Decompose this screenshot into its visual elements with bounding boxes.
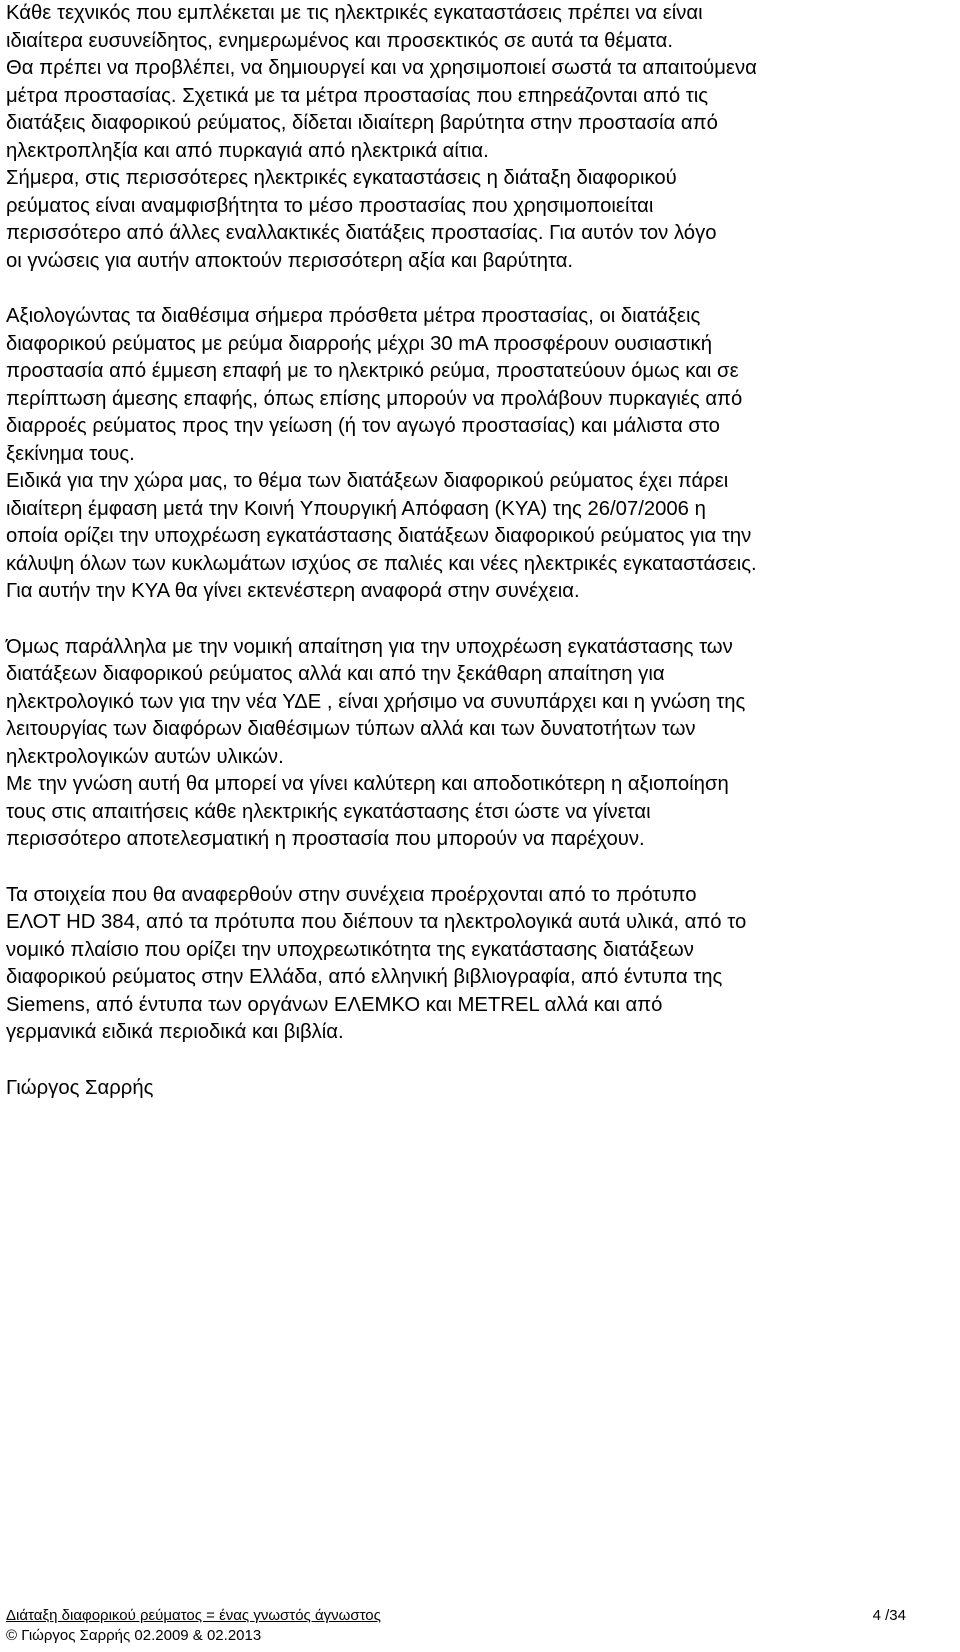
paragraph-intro <box>6 0 952 275</box>
text-line: Όμως παράλληλα με την νομική απαίτηση για την υποχρέωση εγκατάστασης των <box>6 635 733 658</box>
text-line: Κάθε τεχνικός που εμπλέκεται με τις ηλεκτρικές εγκαταστάσεις πρέπει να είναι <box>6 2 703 24</box>
text-line: Για αυτήν την ΚΥΑ θα γίνει εκτενέστερη αναφορά στην συνέχεια. <box>6 580 580 602</box>
text-line: διαφορικού ρεύματος στην Ελλάδα, από ελληνική βιβλιογραφία, από έντυπα της <box>6 966 723 988</box>
footer-row-title <box>6 1606 926 1626</box>
paragraph-spacer <box>6 275 952 303</box>
text-line: λειτουργίας των διαφόρων διαθέσιμων τύπων αλλά και των δυνατοτήτων των <box>6 718 696 740</box>
author-name: Γιώργος Σαρρής <box>6 1076 154 1099</box>
paragraph-sources <box>6 882 952 1047</box>
text-line: οποία ορίζει την υποχρέωση εγκατάστασης διατάξεων διαφορικού ρεύματος για την <box>6 525 752 547</box>
text-line: διαφορικού ρεύματος με ρεύμα διαρροής μέχρι 30 mA προσφέρουν ουσιαστική <box>6 332 712 355</box>
text-line: Με την γνώση αυτή θα μπορεί να γίνει καλύτερη και αποδοτικότερη η αξιοποίηση <box>6 773 729 795</box>
text-line: ξεκίνημα τους. <box>6 442 135 465</box>
text-line: κάλυψη όλων των κυκλωμάτων ισχύος σε παλιές και νέες ηλεκτρικές εγκαταστάσεις. <box>6 552 757 575</box>
page-number: 4 /34 <box>872 1607 906 1624</box>
text-line: ΕΛΟΤ HD 384, από τα πρότυπα που διέπουν τα ηλεκτρολογικά αυτά υλικά, από το <box>6 911 747 933</box>
text-line: Ειδικά για την χώρα μας, το θέμα των διατάξεων διαφορικού ρεύματος έχει πάρει <box>6 470 729 492</box>
text-line: διαρροές ρεύματος προς την γείωση (ή τον αγωγό προστασίας) και μάλιστα στο <box>6 415 720 437</box>
footer-doc-title: Διάταξη διαφορικού ρεύματος = ένας γνωστός άγνωστος <box>6 1607 381 1624</box>
text-line: προστασία από έμμεση επαφή με το ηλεκτρικό ρεύμα, προστατεύουν όμως και σε <box>6 360 739 382</box>
text-line: Αξιολογώντας τα διαθέσιμα σήμερα πρόσθετα μέτρα προστασίας, οι διατάξεις <box>6 305 701 327</box>
text-line: Τα στοιχεία που θα αναφερθούν στην συνέχεια προέρχονται από το πρότυπο <box>6 883 697 906</box>
text-line: ηλεκτρολογικό των για την νέα ΥΔΕ , είναι χρήσιμο να συνυπάρχει και η γνώση της <box>6 690 746 713</box>
text-line: περισσότερο αποτελεσματική η προστασία που μπορούν να παρέχουν. <box>6 828 645 850</box>
text-line: διατάξεις διαφορικού ρεύματος, δίδεται ιδιαίτερη βαρύτητα στην προστασία από <box>6 112 718 134</box>
paragraph-spacer <box>6 1047 952 1075</box>
text-line: ηλεκτρολογικών αυτών υλικών. <box>6 745 284 768</box>
text-line: ιδιαίτερα ευσυνείδητος, ενημερωμένος και προσεκτικός σε αυτά τα θέματα. <box>6 29 674 52</box>
text-line: Siemens, από έντυπα των οργάνων ΕΛΕΜΚΟ και METREL αλλά και από <box>6 993 663 1016</box>
document-body <box>6 0 952 1102</box>
footer-row-copyright <box>6 1626 926 1646</box>
text-line: τους στις απαιτήσεις κάθε ηλεκτρικής εγκατάστασης έτσι ώστε να γίνεται <box>6 800 651 823</box>
text-line: Σήμερα, στις περισσότερες ηλεκτρικές εγκαταστάσεις η διάταξη διαφορικού <box>6 167 677 189</box>
paragraph-protection-measures <box>6 303 952 606</box>
page-footer <box>6 1606 926 1646</box>
text-line: ρεύματος είναι αναμφισβήτητα το μέσο προστασίας που χρησιμοποιείται <box>6 194 654 217</box>
text-line: ηλεκτροπληξία και από πυρκαγιά από ηλεκτρικά αίτια. <box>6 139 489 162</box>
text-line: περισσότερο από άλλες εναλλακτικές διατάξεις προστασίας. Για αυτόν τον λόγο <box>6 222 717 244</box>
paragraph-spacer <box>6 606 952 634</box>
text-line: Θα πρέπει να προβλέπει, να δημιουργεί και να χρησιμοποιεί σωστά τα απαιτούμενα <box>6 57 757 79</box>
text-line: γερμανικά ειδικά περιοδικά και βιβλία. <box>6 1021 344 1043</box>
text-line: μέτρα προστασίας. Σχετικά με τα μέτρα προστασίας που επηρεάζονται από τις <box>6 84 709 107</box>
text-line: περίπτωση άμεσης επαφής, όπως επίσης μπορούν να προλάβουν πυρκαγιές από <box>6 387 743 410</box>
text-line: οι γνώσεις για αυτήν αποκτούν περισσότερη αξία και βαρύτητα. <box>6 249 574 272</box>
text-line: νομικό πλαίσιο που ορίζει την υποχρεωτικότητα της εγκατάστασης διατάξεων <box>6 938 694 961</box>
paragraph-author <box>6 1075 952 1103</box>
paragraph-spacer <box>6 854 952 882</box>
copyright-notice: © Γιώργος Σαρρής 02.2009 & 02.2013 <box>6 1627 262 1644</box>
text-line: ιδιαίτερη έμφαση μετά την Κοινή Υπουργική Απόφαση (ΚΥΑ) της 26/07/2006 η <box>6 497 706 520</box>
paragraph-legal-requirement <box>6 634 952 854</box>
text-line: διατάξεων διαφορικού ρεύματος αλλά και από την ξεκάθαρη απαίτηση για <box>6 663 665 685</box>
